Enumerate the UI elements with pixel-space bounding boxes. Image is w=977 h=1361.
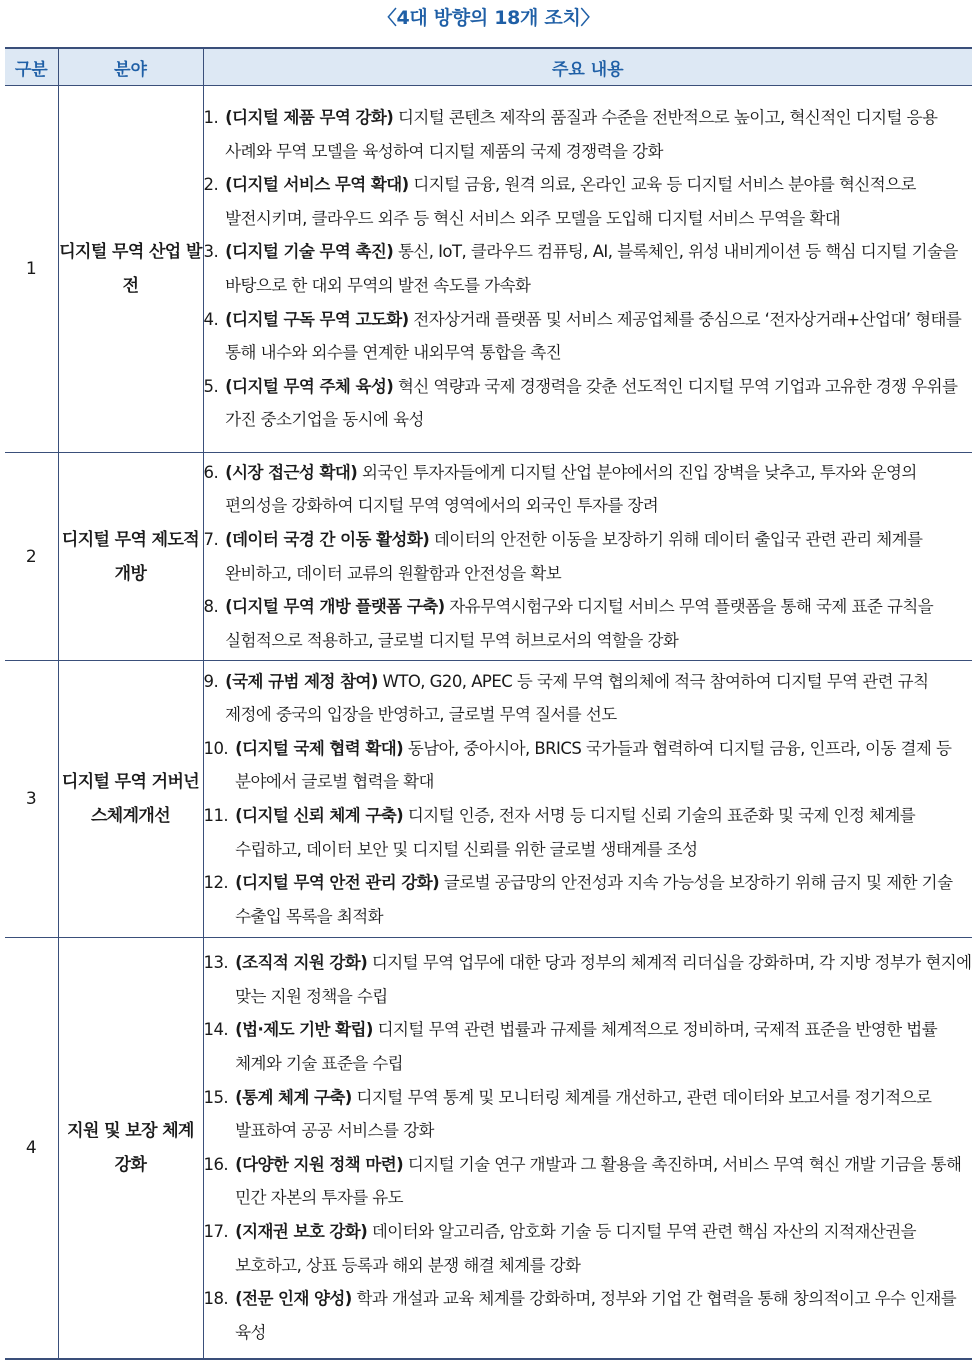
section-area: 디지털 무역 거버넌스체계개선 — [58, 661, 203, 938]
table-row — [5, 86, 972, 453]
section-content — [203, 453, 972, 661]
measure-item — [204, 523, 973, 590]
measure-text — [235, 1282, 972, 1349]
measure-text — [225, 665, 972, 732]
table-header-row — [5, 48, 972, 86]
measure-item — [204, 303, 973, 370]
measure-title: (디지털 무역 안전 관리 강화) — [235, 873, 440, 893]
table-row — [5, 938, 972, 1359]
measure-title: (디지털 제품 무역 강화) — [225, 108, 394, 128]
measure-text — [225, 101, 972, 168]
measure-item — [204, 1081, 973, 1148]
measure-item — [204, 235, 973, 302]
section-number: 4 — [5, 938, 58, 1359]
measure-description: 디지털 무역 관련 법률과 규제를 체계적으로 정비하며, 국제적 표준을 반영한 법률 체계와 기술 표준을 수립 — [235, 1020, 938, 1073]
measure-text — [235, 946, 972, 1013]
section-content — [203, 938, 972, 1359]
measure-text — [225, 590, 972, 657]
measure-title: (디지털 서비스 무역 확대) — [225, 175, 409, 195]
measure-number: 16. — [203, 1154, 229, 1174]
measure-item — [204, 590, 973, 657]
measure-text — [225, 303, 972, 370]
measure-item — [204, 101, 973, 168]
measure-description: 디지털 금융, 원격 의료, 온라인 교육 등 디지털 서비스 분야를 혁신적으로 발전시키며, 클라우드 외주 등 혁신 서비스 외주 모델을 도입해 디지털 서비스 무역을 확대 — [225, 175, 916, 228]
measure-description: 학과 개설과 교육 체계를 강화하며, 정부와 기업 간 협력을 통해 창의적이고 우수 인재를 육성 — [235, 1289, 957, 1342]
measure-item — [204, 1148, 973, 1215]
measure-description: 데이터와 알고리즘, 암호화 기술 등 디지털 무역 관련 핵심 자산의 지적재산권을 보호하고, 상표 등록과 해외 분쟁 해결 체계를 강화 — [235, 1221, 916, 1275]
header-content: 주요 내용 — [203, 48, 972, 86]
measure-text — [235, 732, 972, 799]
table-row — [5, 661, 972, 938]
measure-number: 5. — [203, 376, 219, 396]
section-content — [203, 661, 972, 938]
measure-title: (디지털 국제 협력 확대) — [235, 738, 404, 758]
section-area: 지원 및 보장 체계 강화 — [58, 938, 203, 1359]
section-content — [203, 86, 972, 453]
measure-description: 전자상거래 플랫폼 및 서비스 제공업체를 중심으로 ‘전자상거래+산업대’ 형태를 통해 내수와 외수를 연계한 내외무역 통합을 촉진 — [225, 309, 962, 363]
measure-title: (데이터 국경 간 이동 활성화) — [225, 529, 430, 549]
measure-text — [235, 1013, 972, 1080]
measure-number: 4. — [203, 309, 219, 329]
measure-number: 7. — [203, 529, 219, 549]
header-category: 구분 — [5, 48, 58, 86]
table-row — [5, 453, 972, 661]
measure-description: 디지털 콘텐츠 제작의 품질과 수준을 전반적으로 높이고, 혁신적인 디지털 응용 사례와 무역 모델을 육성하여 디지털 제품의 국제 경쟁력을 강화 — [225, 108, 938, 161]
measure-number: 6. — [203, 462, 219, 482]
measure-title: (국제 규범 제정 참여) — [225, 671, 378, 691]
measure-title: (디지털 구독 무역 고도화) — [225, 309, 409, 329]
measure-number: 10. — [203, 738, 229, 758]
measure-number: 17. — [203, 1221, 229, 1241]
measure-number: 18. — [203, 1289, 229, 1309]
measure-number: 11. — [203, 806, 229, 825]
measure-item — [204, 1282, 973, 1349]
measure-number: 9. — [203, 671, 219, 691]
measure-text — [225, 523, 972, 590]
measure-title: (디지털 무역 개방 플랫폼 구축) — [225, 597, 445, 617]
measure-title: (조직적 지원 강화) — [235, 953, 368, 973]
measure-item — [204, 370, 973, 437]
table-body — [5, 86, 972, 1359]
measure-item — [204, 866, 973, 933]
measure-title: (다양한 지원 정책 마련) — [235, 1154, 404, 1174]
measure-text — [225, 370, 972, 437]
section-area: 디지털 무역 제도적 개방 — [58, 453, 203, 661]
table-caption: 〈4대 방향의 18개 조치〉 — [377, 7, 600, 29]
measure-number: 8. — [203, 597, 219, 617]
measure-title: (통계 체계 구축) — [235, 1087, 352, 1107]
measure-description: 혁신 역량과 국제 경쟁력을 갖춘 선도적인 디지털 무역 기업과 고유한 경쟁 우위를 가진 중소기업을 동시에 육성 — [225, 376, 958, 430]
measure-text — [235, 866, 972, 933]
measure-title: (법·제도 기반 확립) — [235, 1020, 373, 1040]
measure-description: WTO, G20, APEC 등 국제 무역 협의체에 적극 참여하여 디지털 무역 관련 규칙 제정에 중국의 입장을 반영하고, 글로벌 무역 질서를 선도 — [225, 671, 929, 725]
measure-text — [235, 1215, 972, 1282]
measure-text — [235, 799, 972, 866]
measure-text — [235, 1081, 972, 1148]
measure-number: 3. — [203, 242, 219, 262]
section-number: 3 — [5, 661, 58, 938]
section-number: 1 — [5, 86, 58, 453]
measure-title: (시장 접근성 확대) — [225, 462, 358, 482]
measure-item — [204, 946, 973, 1013]
measure-description: 디지털 인증, 전자 서명 등 디지털 신뢰 기술의 표준화 및 국제 인정 체계를 수립하고, 데이터 보안 및 디지털 신뢰를 위한 글로벌 생태계를 조성 — [235, 806, 916, 859]
measure-number: 2. — [203, 175, 219, 195]
measure-item — [204, 456, 973, 523]
measure-title: (디지털 기술 무역 촉진) — [225, 242, 394, 262]
measure-description: 자유무역시험구와 디지털 서비스 무역 플랫폼을 통해 국제 표준 규칙을 실험적으로 적용하고, 글로벌 디지털 무역 허브로서의 역할을 강화 — [225, 597, 934, 650]
measure-item — [204, 1013, 973, 1080]
section-area: 디지털 무역 산업 발전 — [58, 86, 203, 453]
measure-text — [235, 1148, 972, 1215]
measure-description: 디지털 기술 연구 개발과 그 활용을 촉진하며, 서비스 무역 혁신 개발 기금을 통해 민간 자본의 투자를 유도 — [235, 1154, 962, 1208]
measure-title: (전문 인재 양성) — [235, 1289, 352, 1309]
section-number: 2 — [5, 453, 58, 661]
measure-description: 글로벌 공급망의 안전성과 지속 가능성을 보장하기 위해 금지 및 제한 기술 수출입 목록을 최적화 — [235, 873, 953, 926]
measure-title: (디지털 무역 주체 육성) — [225, 376, 394, 396]
measure-item — [204, 1215, 973, 1282]
measure-text — [225, 235, 972, 302]
measure-item — [204, 732, 973, 799]
measure-number: 15. — [203, 1087, 229, 1107]
measure-item — [204, 799, 973, 866]
measure-description: 데이터의 안전한 이동을 보장하기 위해 데이터 출입국 관련 관리 체계를 완비하고, 데이터 교류의 원활함과 안전성을 확보 — [225, 529, 923, 583]
measure-number: 12. — [203, 873, 229, 893]
measure-title: (디지털 신뢰 체계 구축) — [235, 806, 404, 825]
measure-number: 14. — [203, 1020, 229, 1040]
measure-description: 동남아, 중아시아, BRICS 국가들과 협력하여 디지털 금융, 인프라, 이동 결제 등 분야에서 글로벌 협력을 확대 — [235, 738, 952, 792]
measures-table — [5, 47, 972, 1360]
measure-item — [204, 168, 973, 235]
measure-description: 디지털 무역 통계 및 모니터링 체계를 개선하고, 관련 데이터와 보고서를 정기적으로 발표하여 공공 서비스를 강화 — [235, 1087, 932, 1141]
measure-item — [204, 665, 973, 732]
measure-description: 외국인 투자자들에게 디지털 산업 분야에서의 진입 장벽을 낮추고, 투자와 운영의 편의성을 강화하여 디지털 무역 영역에서의 외국인 투자를 장려 — [225, 462, 917, 516]
measure-text — [225, 456, 972, 523]
measure-title: (지재권 보호 강화) — [235, 1221, 368, 1241]
measure-number: 13. — [203, 953, 229, 973]
header-area: 분야 — [58, 48, 203, 86]
measure-description: 통신, IoT, 클라우드 컴퓨팅, AI, 블록체인, 위성 내비게이션 등 핵심 디지털 기술을 바탕으로 한 대외 무역의 발전 속도를 가속화 — [225, 242, 958, 295]
measure-description: 디지털 무역 업무에 대한 당과 정부의 체계적 리더십을 강화하며, 각 지방 정부가 현지에 맞는 지원 정책을 수립 — [235, 953, 972, 1006]
measure-number: 1. — [203, 108, 219, 128]
measure-text — [225, 168, 972, 235]
